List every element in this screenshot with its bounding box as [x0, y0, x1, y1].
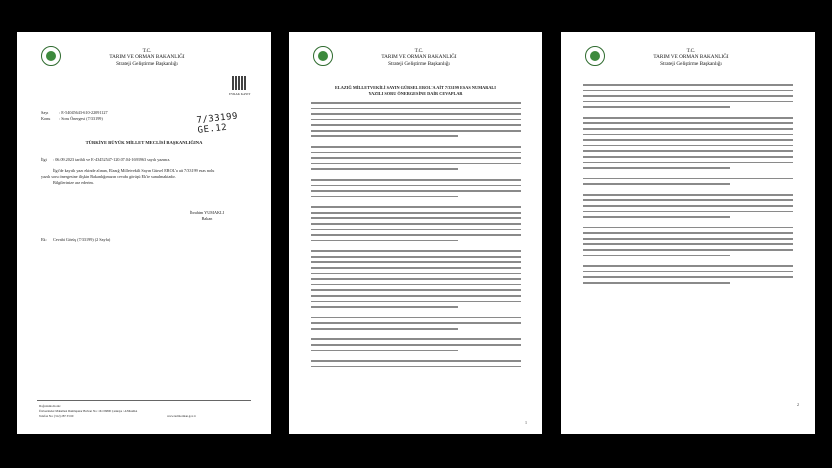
footer-divider	[37, 400, 251, 401]
sayi-label: Sayı	[41, 110, 49, 115]
body-line-1: İlgi'de kayıtlı yazı ekinde alınan, Elazığ Milletvekili Sayın Gürsel EROL'a ait 7/33199 esas nolu	[53, 168, 215, 173]
header-tc: T.C.	[414, 48, 424, 54]
header-unit: Strateji Geliştirme Başkanlığı	[116, 60, 178, 67]
answer-title-line-2: YAZILI SORU ÖNERGESİNE DAİR CEVAPLAR	[368, 91, 463, 96]
ilgi-label: İlgi	[41, 157, 47, 162]
recipient: TÜRKİYE BÜYÜK MİLLET MECLİSİ BAŞKANLIĞINA	[85, 140, 203, 145]
answer-body-text	[311, 102, 521, 371]
header-ministry: TARIM VE ORMAN BAKANLIĞI	[109, 54, 185, 61]
ministry-logo-icon	[585, 46, 605, 66]
page-number: 2	[797, 402, 799, 407]
ministry-logo-icon	[41, 46, 61, 66]
page-header	[77, 48, 217, 67]
qr-code-icon	[232, 76, 246, 90]
header-ministry: TARIM VE ORMAN BAKANLIĞI	[653, 54, 729, 61]
footer-address: Üniversiteler Mahallesi Dumlupınar Bulvarı No: 161 06800 Çankaya / ANKARA	[39, 409, 138, 413]
document-page-3	[561, 32, 815, 434]
header-unit: Strateji Geliştirme Başkanlığı	[388, 60, 450, 67]
page-header	[349, 48, 489, 67]
page-number: 1	[525, 420, 527, 425]
answer-body-text	[583, 84, 793, 288]
body-line-3: Bilgilerinize arz ederim.	[53, 180, 94, 185]
footer-web: www.tarimorman.gov.tr	[167, 414, 196, 418]
ilgi-value: : 06.09.2023 tarihli ve E-43452547-120.07.04-1693963 sayılı yazınız.	[53, 157, 171, 162]
page-header	[621, 48, 761, 67]
header-unit: Strateji Geliştirme Başkanlığı	[660, 60, 722, 67]
footer-phone: Telefon No: (312) 287 33 60	[39, 414, 74, 418]
body-line-2: yazılı soru önergesine ilişkin Bakanlığımızın cevabı görüşü Ek'te sunulmaktadır.	[41, 174, 176, 179]
stamp-label: EVRAK KAYIT	[229, 92, 251, 96]
signer-name: İbrahim YUMAKLI	[190, 210, 224, 215]
document-page-2	[289, 32, 542, 434]
ek-label: Ek:	[41, 237, 47, 242]
ministry-logo-icon	[313, 46, 333, 66]
handwritten-note: 7/33199 GE.12	[196, 111, 239, 136]
sayi-value: : E-54045643-610-22091127	[59, 110, 108, 115]
document-page-1	[17, 32, 271, 434]
konu-label: Konu	[41, 116, 51, 121]
ek-value: Cevabi Görüş (7/33199) (2 Sayfa)	[53, 237, 111, 242]
header-ministry: TARIM VE ORMAN BAKANLIĞI	[381, 54, 457, 61]
header-tc: T.C.	[142, 48, 152, 54]
konu-value: : Soru Önergesi (7/33199)	[59, 116, 103, 121]
signer-title: Bakan	[201, 216, 213, 221]
header-tc: T.C.	[686, 48, 696, 54]
footer-code-label: Doğrulama Kodu:	[39, 404, 61, 408]
answer-title-line-1: ELAZIĞ MİLLETVEKİLİ SAYIN GÜRSEL EROL'A AİT 7/33199 ESAS NUMARALI	[335, 85, 496, 90]
